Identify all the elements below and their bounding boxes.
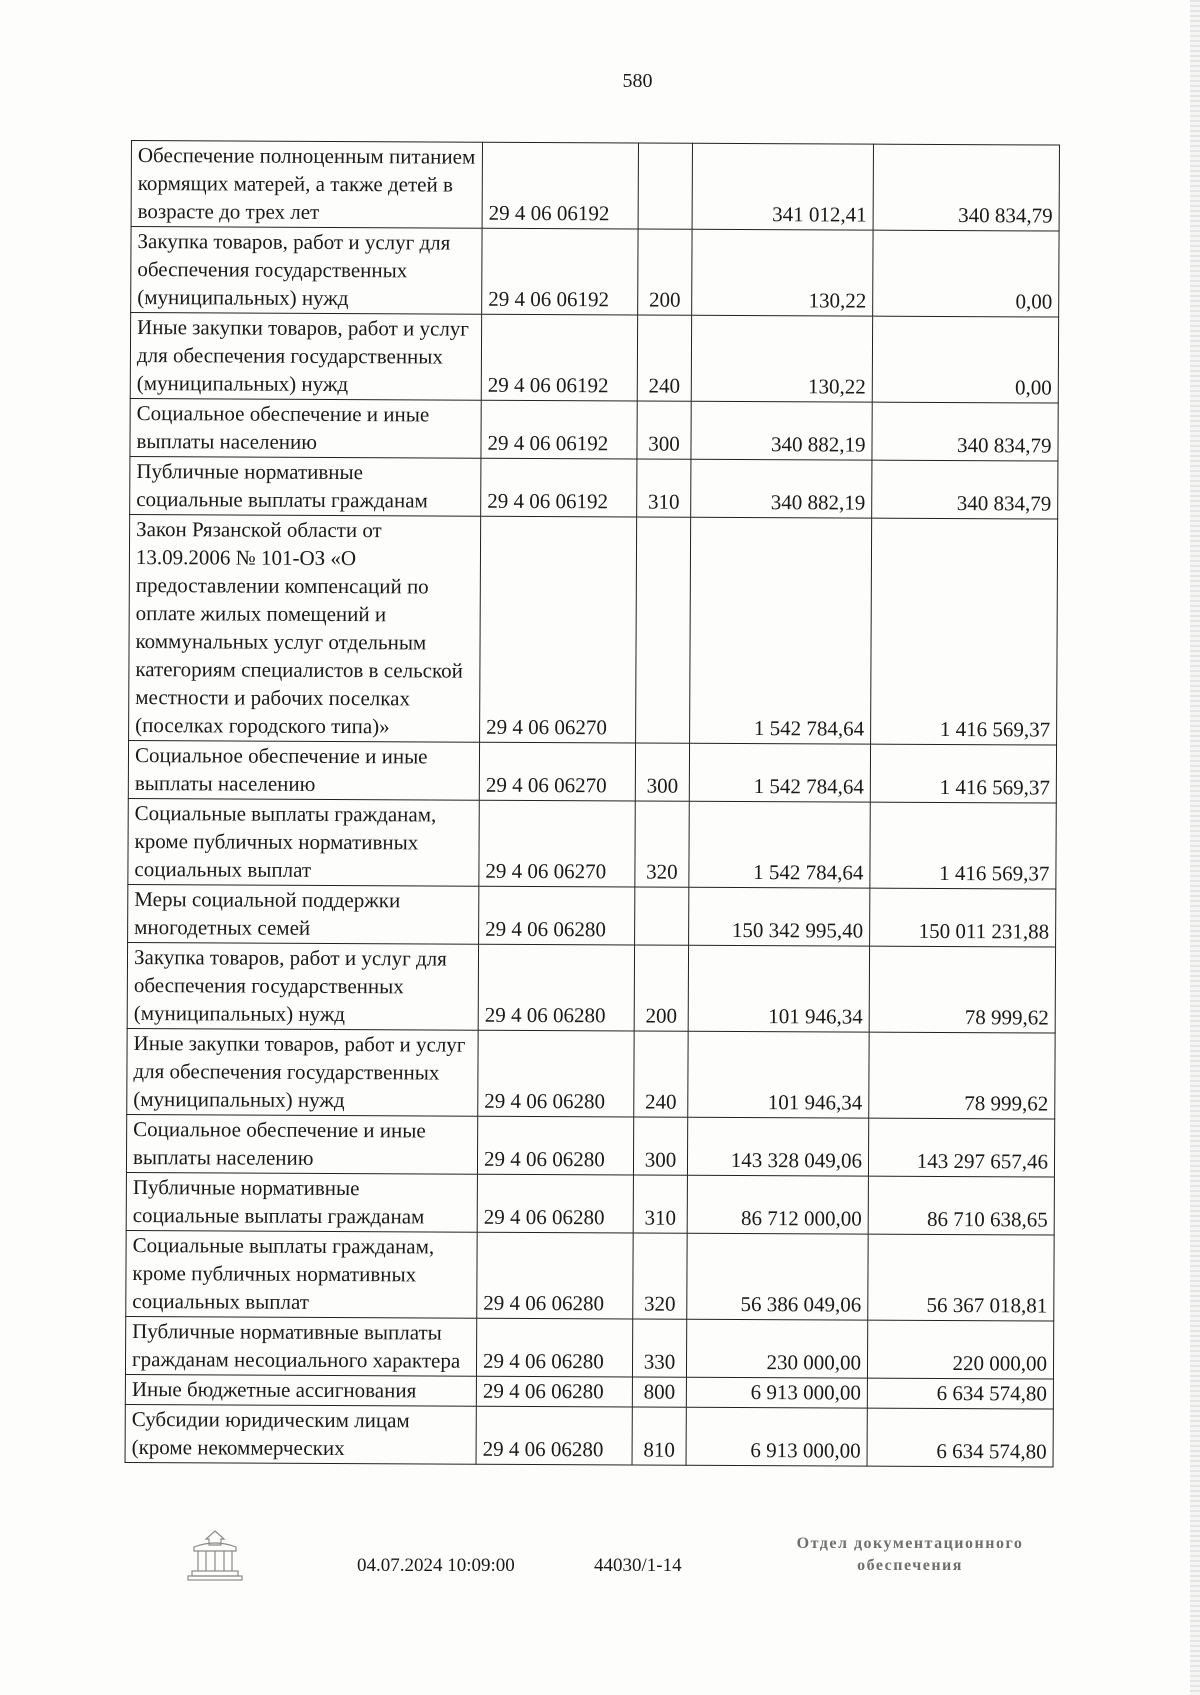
row-code: 29 4 06 06192 xyxy=(482,228,638,315)
row-actual-amount: 86 710 638,65 xyxy=(868,1176,1054,1235)
row-code: 29 4 06 06280 xyxy=(476,1406,632,1465)
row-actual-amount: 56 367 018,81 xyxy=(868,1234,1054,1321)
row-expense-type: 300 xyxy=(633,1117,687,1175)
row-expense-type: 330 xyxy=(632,1319,686,1377)
table-row xyxy=(130,398,1058,461)
row-expense-type: 310 xyxy=(637,459,691,517)
row-name: Закупка товаров, работ и услуг для обеспечения государственных (муниципальных) нужд xyxy=(131,227,482,315)
row-actual-amount: 0,00 xyxy=(872,316,1058,403)
budget-table-body xyxy=(125,141,1059,1468)
row-code: 29 4 06 06270 xyxy=(480,516,637,743)
table-row xyxy=(128,884,1056,947)
row-name: Социальные выплаты гражданам, кроме публичных нормативных социальных выплат xyxy=(126,1230,477,1318)
row-planned-amount: 6 913 000,00 xyxy=(686,1407,867,1466)
row-actual-amount: 340 834,79 xyxy=(872,460,1058,519)
row-actual-amount: 1 416 569,37 xyxy=(870,744,1056,803)
row-planned-amount: 1 542 784,64 xyxy=(689,801,870,888)
row-code: 29 4 06 06280 xyxy=(476,1376,632,1407)
row-actual-amount: 220 000,00 xyxy=(867,1320,1053,1379)
row-code: 29 4 06 06280 xyxy=(477,1116,633,1175)
row-planned-amount: 56 386 049,06 xyxy=(687,1233,868,1320)
row-name: Публичные нормативные выплаты гражданам несоциального характера xyxy=(125,1316,476,1376)
row-expense-type: 200 xyxy=(634,945,688,1031)
row-name: Социальные выплаты гражданам, кроме публичных нормативных социальных выплат xyxy=(128,798,479,886)
row-name: Обеспечение полноценным питанием кормящих матерей, а также детей в возрасте до трех лет xyxy=(131,141,482,229)
row-planned-amount: 230 000,00 xyxy=(686,1319,867,1378)
row-planned-amount: 1 542 784,64 xyxy=(690,517,872,744)
row-expense-type xyxy=(635,887,689,945)
row-code: 29 4 06 06280 xyxy=(478,1030,634,1117)
row-actual-amount: 6 634 574,80 xyxy=(867,1378,1053,1409)
row-planned-amount: 341 012,41 xyxy=(692,143,873,230)
row-planned-amount: 101 946,34 xyxy=(688,945,869,1032)
footer-datetime: 04.07.2024 10:09:00 xyxy=(357,1555,515,1576)
row-planned-amount: 1 542 784,64 xyxy=(689,743,870,802)
row-name: Социальное обеспечение и иные выплаты населению xyxy=(126,1114,477,1174)
row-code: 29 4 06 06270 xyxy=(479,742,635,801)
row-actual-amount: 78 999,62 xyxy=(869,1032,1055,1119)
row-actual-amount: 1 416 569,37 xyxy=(871,518,1058,745)
row-name: Иные закупки товаров, работ и услуг для обеспечения государственных (муниципальных) нужд xyxy=(127,1028,478,1116)
row-actual-amount: 150 011 231,88 xyxy=(870,888,1056,947)
footer xyxy=(0,1535,1200,1695)
department-stamp-line2: обеспечения xyxy=(857,1557,963,1574)
row-name: Публичные нормативные социальные выплаты гражданам xyxy=(130,456,481,516)
table-row xyxy=(126,1230,1054,1321)
table-row xyxy=(130,456,1058,519)
row-code: 29 4 06 06270 xyxy=(479,800,635,887)
row-name: Закон Рязанской области от 13.09.2006 № 101-ОЗ «О предоставлении компенсаций по оплате жилых помещений и коммунальных услуг отдельным категориям специалистов в сельской местности и рабочих поселках (поселках городского типа)» xyxy=(129,514,481,742)
row-planned-amount: 340 882,19 xyxy=(691,401,872,460)
table-row xyxy=(129,514,1058,745)
row-planned-amount: 150 342 995,40 xyxy=(689,887,870,946)
row-planned-amount: 101 946,34 xyxy=(688,1031,869,1118)
row-expense-type: 310 xyxy=(633,1175,687,1233)
table-row xyxy=(131,141,1059,232)
row-expense-type: 320 xyxy=(633,1233,687,1319)
table-row xyxy=(127,942,1055,1033)
row-code: 29 4 06 06280 xyxy=(476,1318,632,1377)
scan-edge xyxy=(1190,0,1200,1695)
row-planned-amount: 86 712 000,00 xyxy=(687,1175,868,1234)
row-name: Иные бюджетные ассигнования xyxy=(125,1374,476,1406)
row-actual-amount: 143 297 657,46 xyxy=(868,1118,1054,1177)
row-actual-amount: 340 834,79 xyxy=(872,402,1058,461)
row-expense-type: 800 xyxy=(632,1377,686,1407)
row-planned-amount: 6 913 000,00 xyxy=(686,1377,867,1408)
row-code: 29 4 06 06192 xyxy=(482,142,638,229)
row-planned-amount: 143 328 049,06 xyxy=(687,1117,868,1176)
row-expense-type xyxy=(638,143,692,229)
row-actual-amount: 0,00 xyxy=(873,230,1059,317)
footer-doc-number: 44030/1-14 xyxy=(594,1555,682,1576)
row-actual-amount: 340 834,79 xyxy=(873,144,1059,231)
table-row xyxy=(125,1404,1053,1467)
row-planned-amount: 340 882,19 xyxy=(691,459,872,518)
row-code: 29 4 06 06280 xyxy=(477,1232,633,1319)
row-name: Социальное обеспечение и иные выплаты населению xyxy=(130,398,481,458)
row-actual-amount: 1 416 569,37 xyxy=(870,802,1056,889)
budget-table xyxy=(125,140,1060,1468)
row-name: Субсидии юридическим лицам (кроме некоммерческих xyxy=(125,1404,476,1464)
row-planned-amount: 130,22 xyxy=(692,229,873,316)
table-row xyxy=(128,798,1056,889)
department-stamp-line1: Отдел документационного xyxy=(796,1535,1024,1552)
row-code: 29 4 06 06192 xyxy=(481,400,637,459)
table-row xyxy=(126,1114,1054,1177)
table-row xyxy=(130,313,1058,404)
row-name: Социальное обеспечение и иные выплаты населению xyxy=(128,740,479,800)
table-row xyxy=(131,227,1059,318)
row-name: Иные закупки товаров, работ и услуг для обеспечения государственных (муниципальных) нужд xyxy=(130,313,481,401)
row-planned-amount: 130,22 xyxy=(691,315,872,402)
department-stamp xyxy=(760,1533,1060,1577)
row-expense-type: 300 xyxy=(637,401,691,459)
row-code: 29 4 06 06192 xyxy=(481,314,637,401)
row-actual-amount: 6 634 574,80 xyxy=(867,1408,1053,1467)
row-expense-type: 240 xyxy=(634,1031,688,1117)
table-row xyxy=(126,1172,1054,1235)
row-name: Закупка товаров, работ и услуг для обеспечения государственных (муниципальных) нужд xyxy=(127,942,478,1030)
row-code: 29 4 06 06280 xyxy=(479,886,635,945)
page-number: 580 xyxy=(622,70,653,92)
row-expense-type: 810 xyxy=(632,1407,686,1465)
row-code: 29 4 06 06280 xyxy=(477,1174,633,1233)
row-code: 29 4 06 06280 xyxy=(478,944,634,1031)
row-name: Меры социальной поддержки многодетных семей xyxy=(128,884,479,944)
row-code: 29 4 06 06192 xyxy=(481,458,637,517)
row-expense-type: 300 xyxy=(635,743,689,801)
row-name: Публичные нормативные социальные выплаты гражданам xyxy=(126,1172,477,1232)
table-row xyxy=(127,1028,1055,1119)
row-expense-type: 320 xyxy=(635,801,689,887)
row-expense-type: 240 xyxy=(637,315,691,401)
row-actual-amount: 78 999,62 xyxy=(869,946,1055,1033)
coat-of-arms-icon xyxy=(180,1525,250,1585)
row-expense-type xyxy=(636,517,691,743)
row-expense-type: 200 xyxy=(638,229,692,315)
table-row xyxy=(125,1316,1053,1379)
table-row xyxy=(125,1374,1053,1409)
table-row xyxy=(128,740,1056,803)
